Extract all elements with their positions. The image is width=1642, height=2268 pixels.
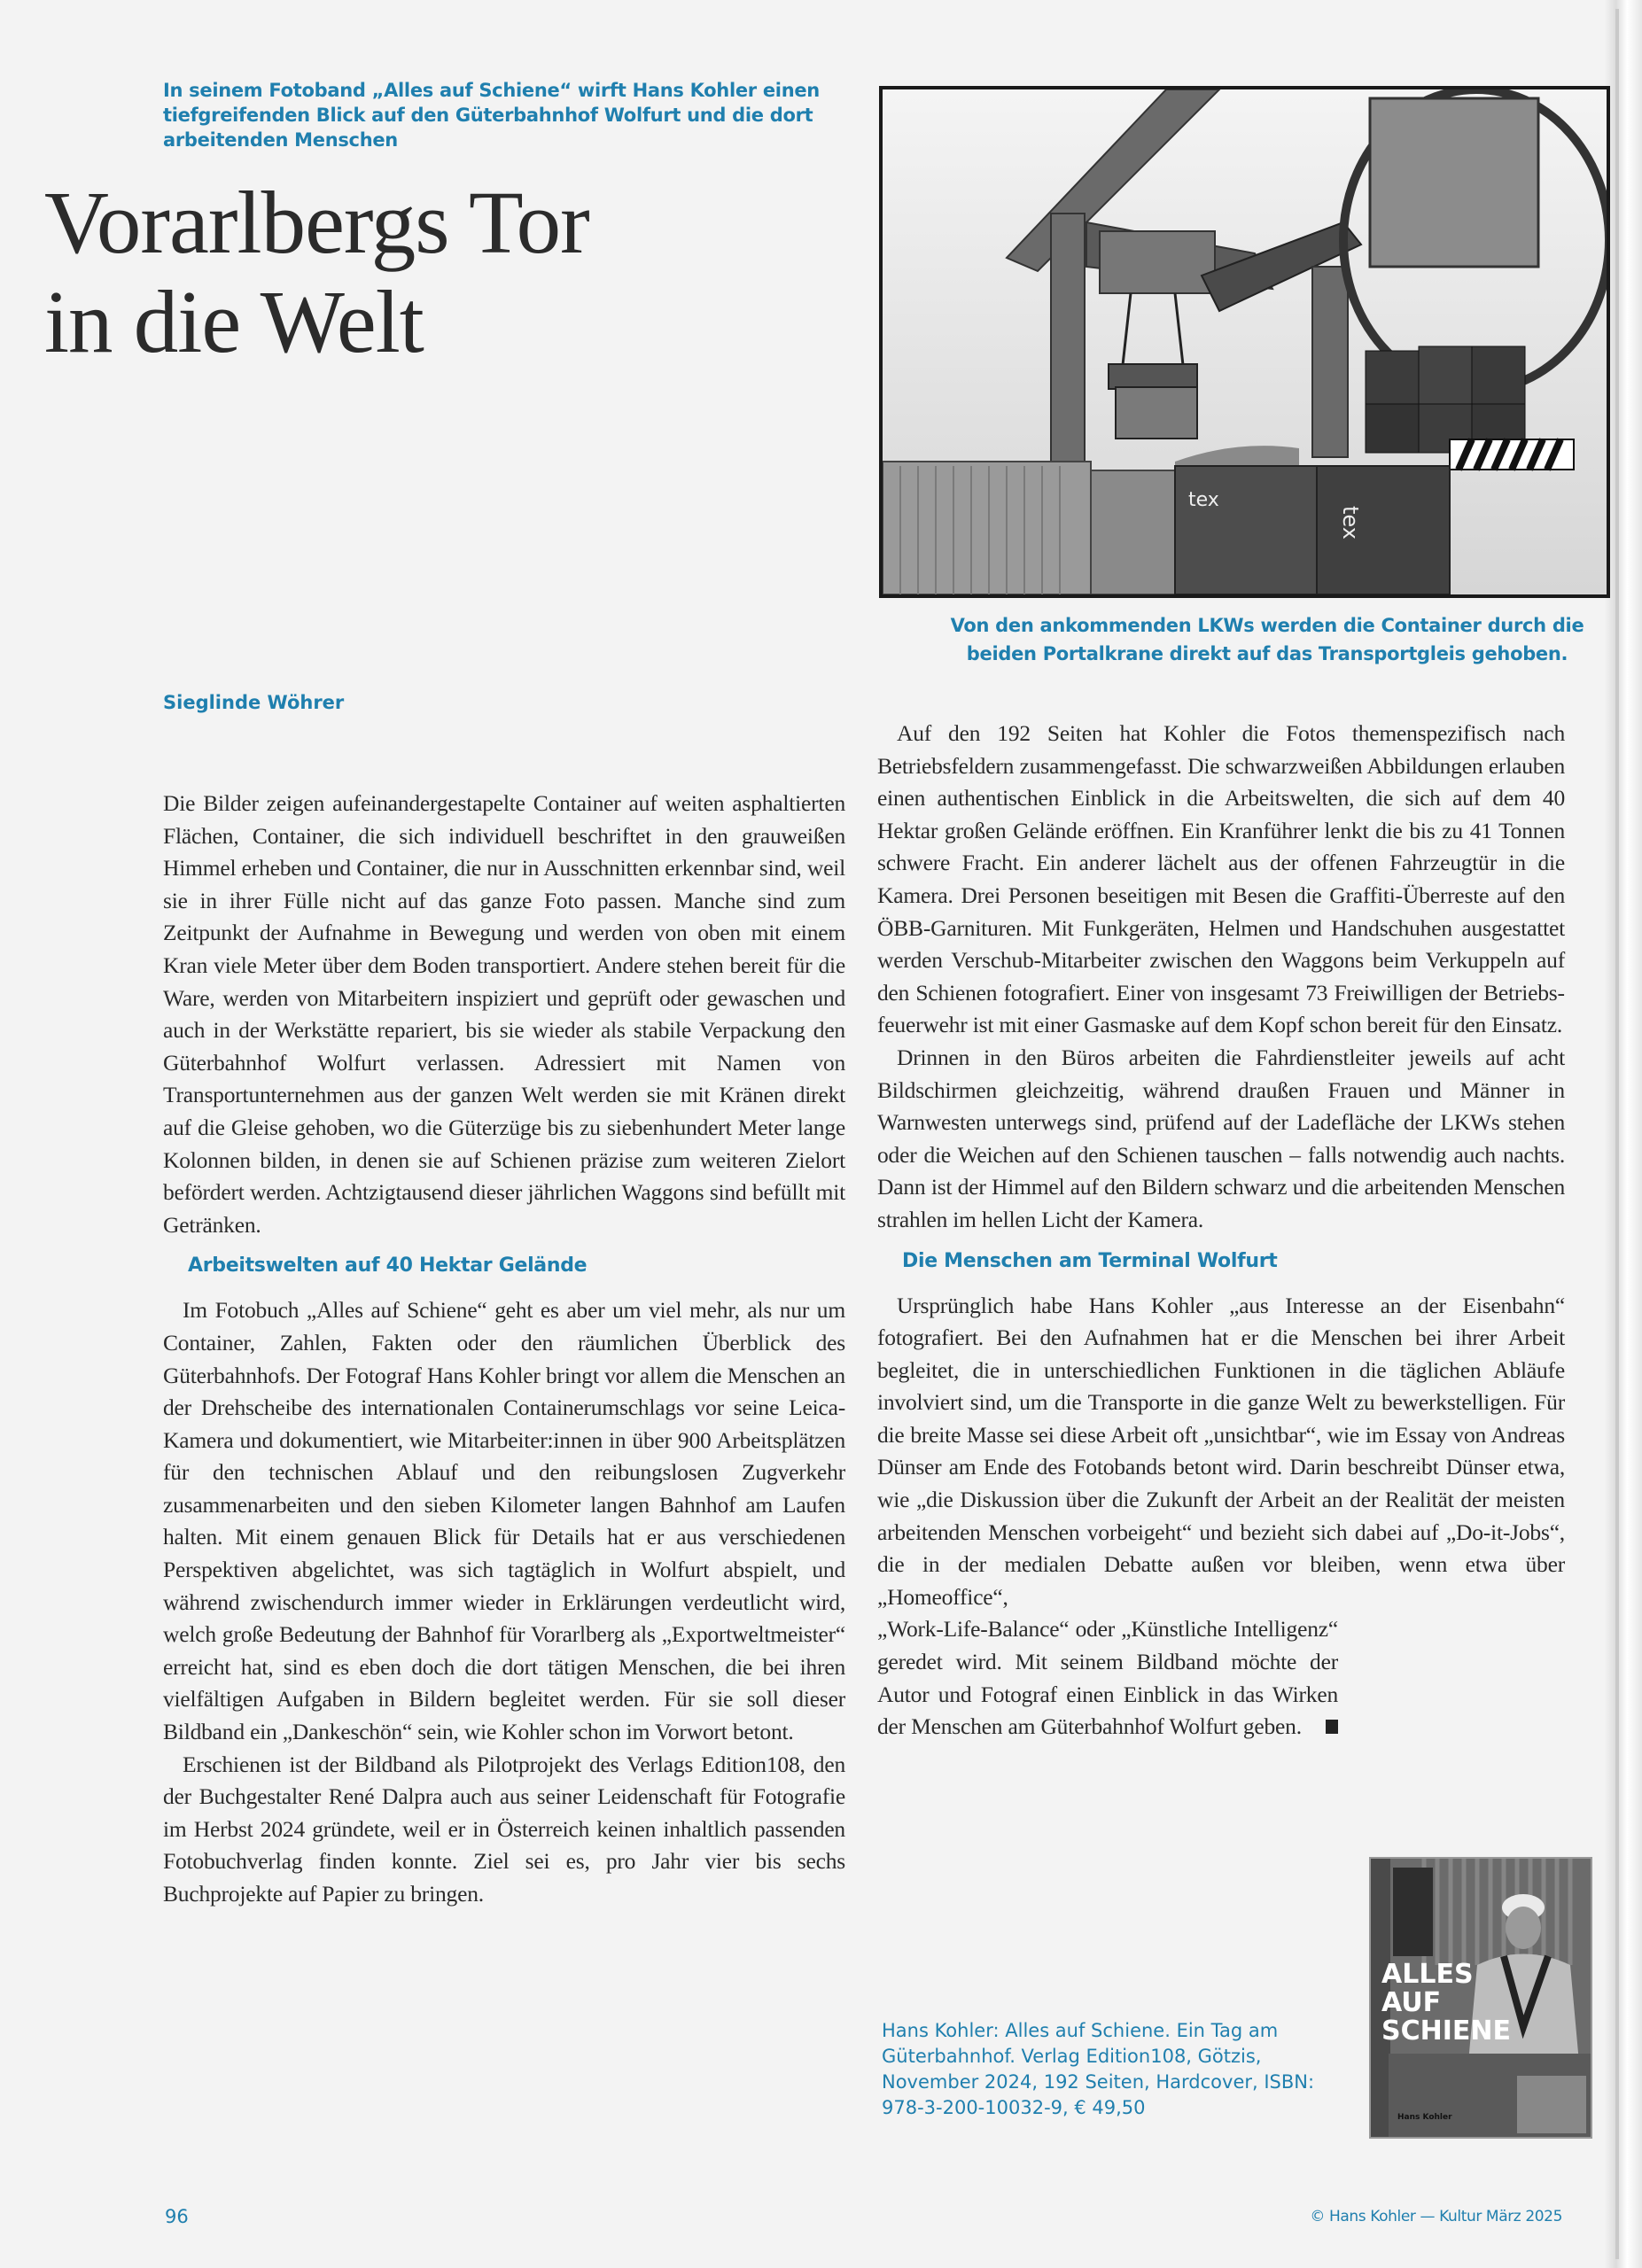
cover-title-line-2: AUF (1381, 1987, 1442, 2018)
spreader (1109, 364, 1197, 389)
book-cover-illustration (1371, 1859, 1591, 2137)
cover-author: Hans Kohler (1397, 2113, 1452, 2122)
author-byline: Sieglinde Wöhrer (163, 692, 345, 713)
paragraph: Die Bilder zeigen aufeinandergestapelte Container auf weiten asphaltierten Flächen, Container, die sich individuell beschriftet in den grauweißen Himmel erheben und Container, die nur in Ausschnitten erkennbar sind, weil sie in ihrer Fülle nicht auf das ganze Foto passen. Manche sind zum Zeitpunkt der Aufnahme in Bewegung und werden von oben mit einem Kran viele Meter über dem Boden transportiert. Andere stehen bereit für die Ware, werden von Mitarbeitern inspiziert und geprüft oder gewaschen und auch in der Werkstätte repariert, bis sie wieder als stabile Verpackung den Güterbahnhof Wolfurt verlassen. Adressiert mit Namen von Transportunternehmen aus der ganzen Welt werden sie mit Kränen direkt auf die Gleise gehoben, wo die Güterzüge bis zu siebenhundert Meter lange Kolonnen bilden, in denen sie auf Schienen präzise zum weiteren Zielort befördert werden. Achtzigtausend dieser jährlichen Waggons sind befüllt mit Getränken. (163, 790, 845, 1238)
kicker: In seinem Fotoband „Alles auf Schiene“ wirft Hans Kohler einen tiefgreifenden Blick auf den Güterbahnhof Wolfurt und die dort arbeitenden Menschen (163, 80, 820, 151)
foreground-container-tex-2 (1317, 466, 1450, 594)
container-label-2: tex (1338, 506, 1363, 540)
crane-photo-illustration (883, 89, 1607, 594)
cover-title-line-1: ALLES (1381, 1959, 1474, 1990)
page-edge (1605, 0, 1642, 2268)
text-wrap-around-book (877, 1613, 1338, 1743)
headline (44, 173, 842, 371)
article-column-left (163, 788, 845, 1911)
paragraph: Auf den 192 Seiten hat Kohler die Fotos themenspezifisch nach Betriebsfeldern zusammengefasst. Die schwarzweißen Abbildungen erlauben einen authentischen Einblick in die Arbeitswelten, die sich auf dem 40 Hektar großen Gelände eröffnen. Ein Kranführer lenkt die bis zu 41 Tonnen schwere Fracht. Ein anderer lächelt aus der offenen Fahrzeugtür in die Kamera. Drei Personen beseitigen mit Besen die Graffiti-Überreste auf den ÖBB-Garnituren. Mit Funkgeräten, Helmen und Handschuhen ausgestattet werden Verschub-Mitarbeiter zwischen den Waggons beim Verkuppeln auf den Schienen fotografiert. Einer von insgesamt 73 Freiwilligen der Betriebsfeuerwehr ist mit einer Gasmaske auf dem Kopf schon bereit für den Einsatz. (877, 720, 1565, 1038)
subheading: Die Menschen am Terminal Wolfurt (902, 1249, 1278, 1272)
paragraph-text: „Work-Life-Balance“ oder „Künstliche Intelligenz“ geredet wird. Mit seinem Bildband möchte der Autor und Fotograf einen Einblick in das Wirken der Menschen am Güterbahnhof Wolfurt geben. (877, 1616, 1338, 1740)
book-info: Hans Kohler: Alles auf Schiene. Ein Tag am Güterbahnhof. Verlag Edition108, Götzis, November 2024, 192 Seiten, Hardcover, ISBN: 978-3-200-10032-9, € 49,50 (882, 2020, 1315, 2118)
footer-credit: © Hans Kohler — Kultur März 2025 (1310, 2208, 1562, 2225)
crane-pillar-right (1312, 267, 1348, 457)
book-cover (1369, 1857, 1592, 2139)
subheading: Arbeitswelten auf 40 Hektar Gelände (188, 1254, 588, 1278)
photo-caption: Von den ankommenden LKWs werden die Container durch die beiden Portalkrane direkt auf das Transportgleis gehoben. (950, 615, 1584, 664)
cover-title-line-3: SCHIENE (1381, 2016, 1511, 2047)
headline-line-2: in die Welt (44, 272, 424, 371)
page-gutter-line (1615, 9, 1619, 2259)
paragraph-end (877, 1613, 1338, 1743)
crane-photo (879, 86, 1610, 598)
page-number: 96 (165, 2206, 189, 2227)
article-column-right (877, 718, 1565, 1744)
hazard-barrier (1450, 439, 1574, 470)
crane-cabin (1370, 98, 1538, 267)
foreground-container-tex (1175, 466, 1317, 594)
paragraph: Ursprünglich habe Hans Kohler „aus Interesse an der Eisenbahn“ fotografiert. Bei den Aufnahmen hat er die Menschen bei ihrer Arbeit begleitet, die in unterschiedlichen Funktionen in die täglichen Abläufe involviert sind, um die Transporte in die ganze Welt zu bewerkstelligen. Für die breite Masse sei diese Arbeit oft „unsichtbar“, wie im Essay von Andreas Dünser am Ende des Fotobands betont wird. Darin beschreibt Dünser etwa, wie „die Diskussion über die Zukunft der Arbeit an der Realität der meisten arbeitenden Menschen vorbeigeht“ und bezieht sich dabei auf „Do-it-Jobs“, die in der medialen Debatte außen vor bleiben, wenn etwa über „Homeoffice“, (877, 1292, 1565, 1610)
container-label-1: tex (1188, 489, 1219, 511)
paragraph: Erschienen ist der Bildband als Pilotprojekt des Verlags Edition108, den der Buchgestalter René Dalpra auch aus seiner Leidenschaft für Fotografie im Herbst 2024 gründete, weil er in Österreich keinen inhaltlich passenden Fotobuchverlag finden konnte. Ziel sei es, pro Jahr vier bis sechs Buchprojekte auf Papier zu bringen. (163, 1751, 845, 1907)
end-of-article-square-icon (1326, 1720, 1338, 1734)
container-stack (1366, 346, 1525, 453)
headline-line-1: Vorarlbergs Tor (44, 173, 589, 272)
crane-pillar-left (1051, 214, 1085, 462)
crane-trolley (1100, 231, 1215, 293)
lifted-container (1116, 387, 1197, 439)
paragraph: Im Fotobuch „Alles auf Schiene“ geht es aber um viel mehr, als nur um Container, Zahlen, Fakten oder den räumlichen Überblick des Güterbahnhofs. Der Fotograf Hans Kohler bringt vor allem die Menschen an der Drehscheibe des internationalen Containerumschlags vor seine Leica-Kamera und dokumentiert, wie Mitarbeiter:innen in über 900 Arbeitsplätzen für den technischen Ablauf und den reibungslosen Zugverkehr zusammenarbeiten und den sieben Kilometer langen Bahnhof am Laufen halten. Mit einem genauen Blick für Details hat er aus verschiedenen Perspektiven abgelichtet, was sich tagtäglich in Wolfurt abspielt, und während zwischendurch immer wieder in Erklärungen verdeutlicht wird, welch große Bedeutung der Bahnhof für Vorarlberg als „Exportweltmeister“ erreicht hat, sind es eben doch die dort tätigen Menschen, die bei ihren vielfältigen Aufgaben in Bildern begleitet werden. Für sie soll dieser Bildband ein „Dankeschön“ sein, wie Kohler schon im Vorwort betont. (163, 1297, 845, 1745)
paragraph: Drinnen in den Büros arbeiten die Fahrdienstleiter jeweils auf acht Bildschirmen gleichzeitig, während draußen Frauen und Männer in Warnwesten unterwegs sind, prüfend auf der Ladefläche der LKWs stehen oder die Weichen auf den Schienen tauschen – falls notwendig auch nachts. Dann ist der Himmel auf den Bildern schwarz und die arbeitenden Menschen strahlen im hellen Licht der Kamera. (877, 1044, 1565, 1232)
foreground-container-mid (1091, 470, 1175, 594)
